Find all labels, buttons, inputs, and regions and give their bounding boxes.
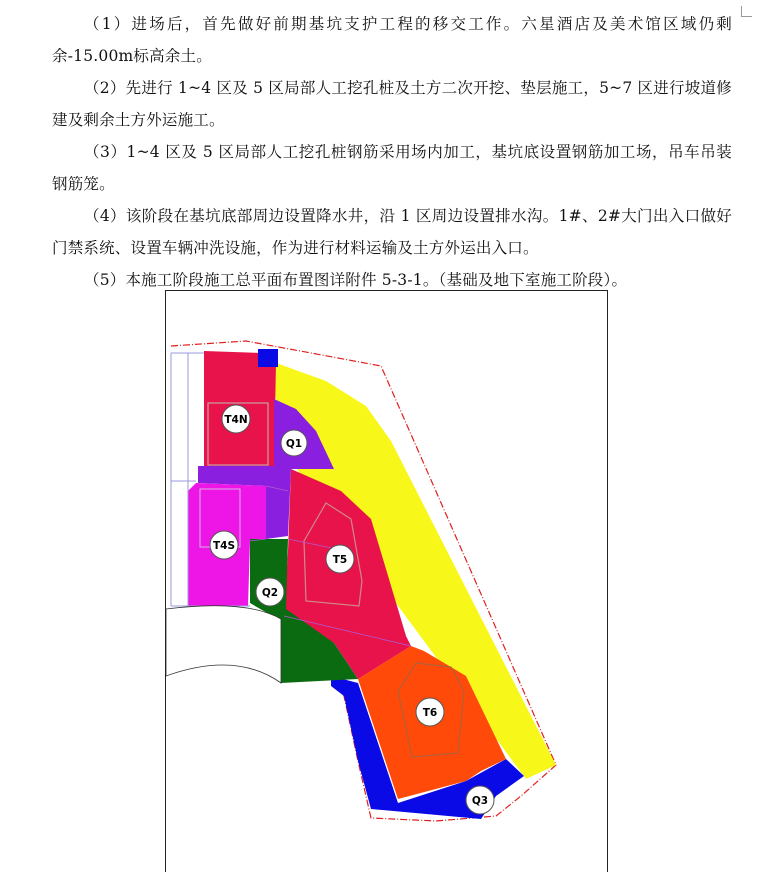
label-t6 <box>416 698 444 726</box>
paragraph-3: （3）1~4 区及 5 区局部人工挖孔桩钢筋采用场内加工，基坑底设置钢筋加工场，吊车吊装钢筋笼。 <box>52 143 732 193</box>
label-q3 <box>466 786 494 814</box>
paragraph-2: （2）先进行 1~4 区及 5 区局部人工挖孔桩及土方二次开挖、垫层施工，5~7 区进行坡道修建及剩余土方外运施工。 <box>52 79 732 129</box>
svg-text:T6: T6 <box>422 707 438 719</box>
page-corner-mark <box>741 6 752 17</box>
curved-void <box>166 606 281 683</box>
svg-text:Q1: Q1 <box>285 438 303 450</box>
svg-text:Q3: Q3 <box>471 795 489 807</box>
svg-text:T5: T5 <box>332 554 348 566</box>
site-plan-figure <box>165 290 608 872</box>
svg-text:T4N: T4N <box>224 414 248 426</box>
document-body <box>52 0 732 296</box>
label-t4s <box>210 531 238 559</box>
label-q1 <box>281 430 307 456</box>
blue-square-marker <box>258 349 278 367</box>
label-q2 <box>256 578 284 606</box>
paragraph-4: （4）该阶段在基坑底部周边设置降水井，沿 1 区周边设置排水沟。1#、2#大门出入口做好门禁系统、设置车辆冲洗设施，作为进行材料运输及土方外运出入口。 <box>52 207 732 257</box>
paragraph-5: （5）本施工阶段施工总平面布置图详附件 5-3-1。（基础及地下室施工阶段）。 <box>84 271 628 289</box>
label-t4n <box>222 405 250 433</box>
label-t5 <box>326 545 354 573</box>
svg-text:Q2: Q2 <box>261 587 279 599</box>
svg-text:T4S: T4S <box>212 540 236 552</box>
paragraph-1: （1）进场后，首先做好前期基坑支护工程的移交工作。六星酒店及美术馆区域仍剩余-15.00m标高余土。 <box>52 15 732 65</box>
site-plan-drawing <box>166 291 607 872</box>
